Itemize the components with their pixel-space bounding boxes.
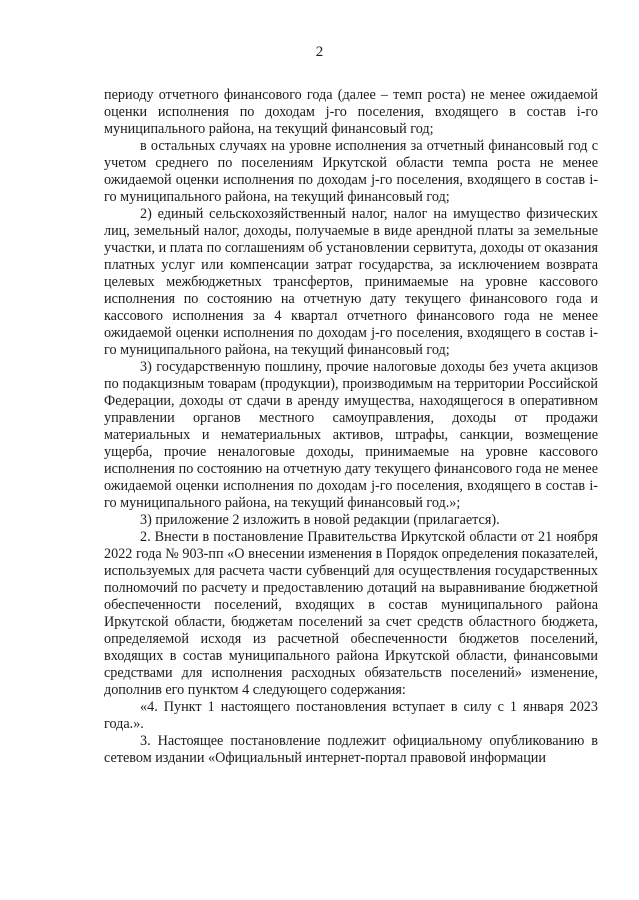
page-number: 2 xyxy=(315,44,324,60)
paragraph: 3. Настоящее постановление подлежит официальному опубликованию в сетевом издании «Официальный интернет-портал правовой информации xyxy=(104,733,598,766)
paragraph: 2. Внести в постановление Правительства Иркутской области от 21 ноября 2022 года № 903-пп «О внесении изменения в Порядок определения показателей, используемых для расчета части субвенций для осуществления государственных полномочий по расчету и предоставлению дотаций на выравнивание бюджетной обеспеченности поселений, входящих в состав муниципального района Иркутской области, бюджетам поселений за счет средств областного бюджета, определяемой исходя из расчетной обеспеченности бюджетов поселений, входящих в состав муниципального района Иркутской области, финансовыми средствами для исполнения расходных обязательств поселений» изменение, дополнив его пунктом 4 следующего содержания: xyxy=(104,529,598,698)
paragraph: в остальных случаях на уровне исполнения за отчетный финансовый год с учетом среднего по поселениям Иркутской области темпа роста не менее ожидаемой оценки исполнения по доходам j-го поселения, входящего в состав i-го муниципального района, на текущий финансовый год; xyxy=(104,138,598,205)
paragraph: 3) приложение 2 изложить в новой редакции (прилагается). xyxy=(140,512,500,528)
paragraph: 3) государственную пошлину, прочие налоговые доходы без учета акцизов по подакцизным товарам (продукции), производимым на территории Российской Федерации, доходы от сдачи в аренду имущества, находящегося в оперативном управлении органов местного самоуправления, доходы от продажи материальных и нематериальных активов, штрафы, санкции, возмещение ущерба, прочие неналоговые доходы, принимаемые на уровне кассового исполнения по состоянию на отчетную дату текущего финансового года не менее ожидаемой оценки исполнения по доходам j-го поселения, входящего в состав i-го муниципального района, на текущий финансовый год.»; xyxy=(104,359,598,511)
paragraph: «4. Пункт 1 настоящего постановления вступает в силу с 1 января 2023 года.». xyxy=(104,699,598,732)
document-body xyxy=(104,87,598,767)
paragraph: периоду отчетного финансового года (далее – темп роста) не менее ожидаемой оценки исполнения по доходам j-го поселения, входящего в состав i-го муниципального района, на текущий финансовый год; xyxy=(104,87,598,137)
paragraph: 2) единый сельскохозяйственный налог, налог на имущество физических лиц, земельный налог, доходы, получаемые в виде арендной платы за земельные участки, и плата по соглашениям об установлении сервитута, доходы от оказания платных услуг или компенсации затрат государства, за исключением возврата целевых межбюджетных трансфертов, принимаемые на уровне кассового исполнения по состоянию на отчетную дату текущего финансового года и кассового исполнения за 4 квартал отчетного финансового года не менее ожидаемой оценки исполнения по доходам j-го поселения, входящего в состав i-го муниципального района, на текущий финансовый год; xyxy=(104,206,598,358)
